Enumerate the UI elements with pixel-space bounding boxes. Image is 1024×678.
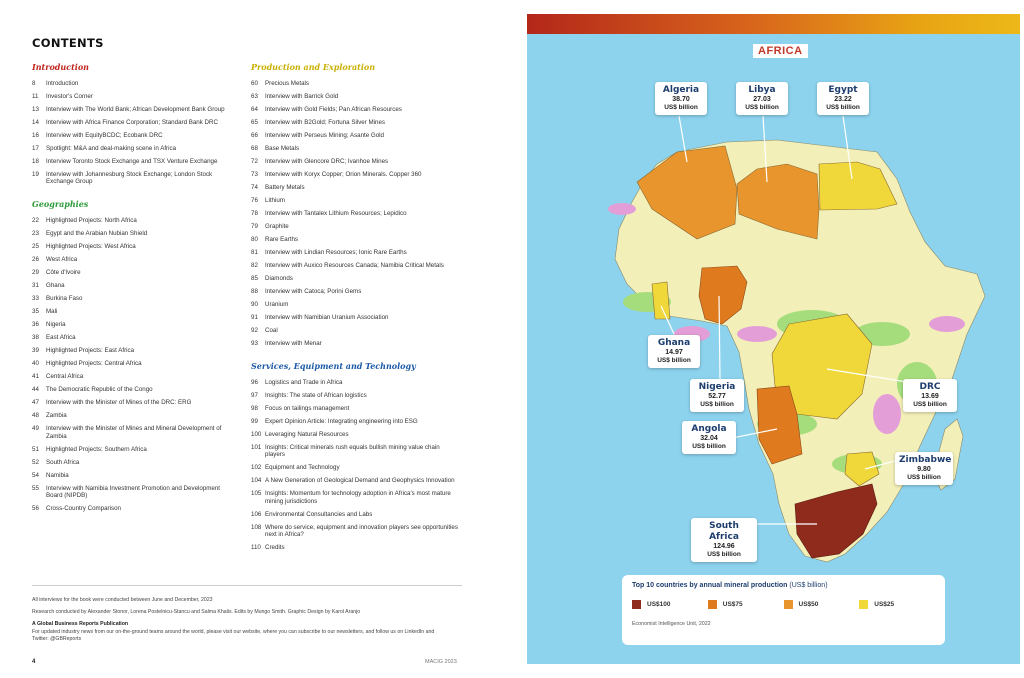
toc-entry-title: Insights: The state of African logistics bbox=[265, 391, 367, 399]
toc-entry bbox=[251, 80, 461, 88]
footer-interviews: All interviews for the book were conducted between June and December, 2023 bbox=[32, 597, 213, 603]
callout-ghana-value: 14.97 bbox=[665, 349, 683, 356]
callout-south-africa-unit: US$ billion bbox=[707, 551, 741, 558]
toc-entry bbox=[251, 511, 461, 519]
toc-entry-page: 41 bbox=[32, 373, 39, 381]
toc-entry-page: 23 bbox=[32, 230, 39, 238]
toc-entry-title: Interview with the Minister of Mines of the DRC: ERG bbox=[46, 399, 192, 407]
callout-drc bbox=[903, 379, 957, 412]
toc-entry-title: Highlighted Projects: North Africa bbox=[46, 217, 137, 225]
toc-entry-page: 85 bbox=[251, 274, 258, 282]
legend-swatch-50 bbox=[784, 600, 793, 609]
toc-entry-page: 100 bbox=[251, 430, 262, 438]
toc-entry-title: Expert Opinion Article: Integrating engineering into ESG bbox=[265, 417, 418, 425]
legend-item-25 bbox=[859, 600, 935, 609]
toc-entry-title: Logistics and Trade in Africa bbox=[265, 378, 343, 386]
toc-entry-title: Egypt and the Arabian Nubian Shield bbox=[46, 230, 148, 238]
legend-label-25: US$25 bbox=[874, 601, 895, 608]
callout-egypt-value: 23.22 bbox=[834, 96, 852, 103]
toc-entry-title: Insights: Critical minerals rush equals bullish mining value chain players bbox=[265, 443, 440, 459]
toc-entry-page: 56 bbox=[32, 505, 39, 513]
toc-entry-title: East Africa bbox=[46, 334, 76, 342]
toc-entry-page: 91 bbox=[251, 313, 258, 321]
toc-entry-page: 108 bbox=[251, 523, 262, 531]
toc-entry bbox=[32, 321, 237, 329]
toc-entry-page: 78 bbox=[251, 209, 258, 217]
callout-ghana-name: Ghana bbox=[657, 338, 691, 348]
toc-entry-page: 72 bbox=[251, 157, 258, 165]
toc-entry-page: 81 bbox=[251, 248, 258, 256]
toc-entry-title: Introduction bbox=[46, 80, 79, 87]
toc-entry bbox=[32, 217, 237, 225]
toc-entry-title: Equipment and Technology bbox=[265, 464, 340, 472]
toc-entry-page: 16 bbox=[32, 131, 39, 139]
toc-entry-page: 44 bbox=[32, 386, 39, 394]
production-list bbox=[251, 80, 461, 347]
toc-entry bbox=[251, 477, 461, 485]
toc-entry bbox=[251, 340, 461, 348]
toc-entry-title: Diamonds bbox=[265, 274, 293, 282]
toc-entry-title: Ghana bbox=[46, 282, 65, 290]
toc-entry-page: 97 bbox=[251, 391, 258, 399]
legend-swatch-75 bbox=[708, 600, 717, 609]
toc-entry bbox=[32, 80, 237, 88]
callout-drc-value: 13.69 bbox=[921, 393, 939, 400]
toc-entry bbox=[32, 145, 237, 153]
toc-entry-page: 64 bbox=[251, 105, 258, 113]
callout-south-africa bbox=[691, 518, 757, 562]
toc-entry-page: 39 bbox=[32, 347, 39, 355]
toc-entry bbox=[251, 301, 461, 309]
toc-entry-title: Interview with Namibian Uranium Association bbox=[265, 313, 389, 321]
toc-entry-page: 49 bbox=[32, 425, 39, 433]
toc-entry-page: 60 bbox=[251, 80, 258, 87]
toc-entry bbox=[251, 249, 461, 257]
toc-entry bbox=[32, 425, 237, 440]
toc-entry-page: 52 bbox=[32, 458, 39, 466]
toc-entry bbox=[32, 119, 237, 127]
gradient-banner bbox=[527, 14, 1020, 34]
callout-libya bbox=[736, 82, 788, 115]
toc-entry-title: Highlighted Projects: Southern Africa bbox=[46, 445, 147, 453]
toc-entry bbox=[251, 106, 461, 114]
toc-entry-title: Interview with Glencore DRC; Ivanhoe Mines bbox=[265, 157, 389, 165]
toc-entry-title: Rare Earths bbox=[265, 235, 299, 243]
toc-entry bbox=[251, 288, 461, 296]
toc-entry bbox=[32, 472, 237, 480]
toc-entry-page: 105 bbox=[251, 490, 262, 498]
toc-entry-page: 25 bbox=[32, 243, 39, 251]
toc-entry-title: Interview with Menar bbox=[265, 339, 322, 347]
callout-zimbabwe bbox=[895, 452, 953, 485]
toc-entry-page: 18 bbox=[32, 157, 39, 165]
toc-entry-page: 33 bbox=[32, 295, 39, 303]
toc-entry-title: Base Metals bbox=[265, 144, 300, 152]
toc-entry-page: 31 bbox=[32, 282, 39, 290]
toc-entry bbox=[32, 158, 237, 166]
legend-unit: (US$ billion) bbox=[789, 582, 828, 589]
toc-entry bbox=[251, 379, 461, 387]
toc-entry bbox=[32, 256, 237, 264]
toc-entry-title: Interview with Barrick Gold bbox=[265, 92, 339, 100]
toc-entry-page: 76 bbox=[251, 196, 258, 204]
legend-swatch-25 bbox=[859, 600, 868, 609]
toc-entry-title: Battery Metals bbox=[265, 183, 305, 191]
toc-entry-title: Coal bbox=[265, 326, 278, 334]
legend-item-75 bbox=[708, 600, 784, 609]
legend-label-75: US$75 bbox=[722, 601, 743, 608]
toc-entry bbox=[251, 524, 461, 539]
toc-entry-page: 8 bbox=[32, 80, 36, 87]
toc-entry bbox=[251, 444, 461, 459]
toc-entry-page: 88 bbox=[251, 287, 258, 295]
callout-nigeria-value: 52.77 bbox=[708, 393, 726, 400]
toc-entry-title: Zambia bbox=[46, 412, 67, 420]
toc-entry bbox=[251, 392, 461, 400]
callout-algeria-value: 38.70 bbox=[672, 96, 690, 103]
toc-entry-page: 101 bbox=[251, 443, 262, 451]
contents-column-2 bbox=[251, 62, 461, 557]
callout-ghana-unit: US$ billion bbox=[657, 357, 691, 364]
country-ghana bbox=[652, 282, 670, 319]
toc-entry-title: Mali bbox=[46, 308, 58, 316]
toc-entry-title: Interview with The World Bank; African Development Bank Group bbox=[46, 105, 225, 113]
toc-entry-title: Highlighted Projects: East Africa bbox=[46, 347, 135, 355]
toc-entry-title: Highlighted Projects: West Africa bbox=[46, 243, 136, 251]
toc-entry-page: 26 bbox=[32, 256, 39, 264]
toc-entry-title: Interview with Auxico Resources Canada; Namibia Critical Metals bbox=[265, 261, 444, 269]
callout-zimbabwe-unit: US$ billion bbox=[907, 474, 941, 481]
toc-entry-title: Interview with Gold Fields; Pan African Resources bbox=[265, 105, 402, 113]
legend-label-100: US$100 bbox=[647, 601, 671, 608]
callout-egypt-unit: US$ billion bbox=[826, 104, 860, 111]
toc-entry-title: Uranium bbox=[265, 300, 289, 308]
section-title-production: Production and Exploration bbox=[251, 62, 376, 72]
toc-entry-title: Cross-Country Comparison bbox=[46, 505, 121, 513]
legend-items bbox=[632, 600, 935, 609]
toc-entry bbox=[251, 262, 461, 270]
toc-entry-page: 38 bbox=[32, 334, 39, 342]
callout-angola-value: 32.04 bbox=[700, 435, 718, 442]
toc-entry-title: Where do service, equipment and innovation players see opportunities next in Africa? bbox=[265, 523, 458, 539]
toc-entry-title: Lithium bbox=[265, 196, 285, 204]
callout-angola-name: Angola bbox=[691, 424, 727, 434]
section-title-geographies: Geographies bbox=[32, 199, 89, 210]
callout-egypt bbox=[817, 82, 869, 115]
toc-entry bbox=[251, 158, 461, 166]
toc-entry-title: Nigeria bbox=[46, 321, 66, 329]
toc-entry-page: 13 bbox=[32, 105, 39, 113]
toc-entry bbox=[251, 132, 461, 140]
toc-entry bbox=[251, 197, 461, 205]
legend-swatch-100 bbox=[632, 600, 641, 609]
toc-entry bbox=[32, 243, 237, 251]
toc-entry-title: Namibia bbox=[46, 471, 69, 479]
toc-entry-page: 99 bbox=[251, 417, 258, 425]
toc-entry-title: Burkina Faso bbox=[46, 295, 83, 303]
toc-entry bbox=[32, 399, 237, 407]
callout-egypt-name: Egypt bbox=[828, 85, 858, 95]
toc-entry-title: Investor's Corner bbox=[46, 92, 93, 100]
toc-entry-page: 104 bbox=[251, 477, 262, 485]
services-list bbox=[251, 379, 461, 552]
toc-entry bbox=[251, 490, 461, 505]
toc-entry bbox=[251, 210, 461, 218]
toc-entry-title: Precious Metals bbox=[265, 80, 310, 87]
toc-entry-title: Interview with Catoca; Porini Gems bbox=[265, 287, 362, 295]
toc-entry-page: 17 bbox=[32, 144, 39, 152]
callout-drc-unit: US$ billion bbox=[913, 401, 947, 408]
toc-entry-page: 22 bbox=[32, 217, 39, 225]
toc-entry-title: Interview with Johannesburg Stock Exchange; London Stock Exchange Group bbox=[46, 170, 213, 186]
toc-entry-title: Côte d'Ivoire bbox=[46, 269, 81, 277]
toc-entry bbox=[251, 314, 461, 322]
toc-entry-page: 73 bbox=[251, 170, 258, 178]
toc-entry-page: 19 bbox=[32, 170, 39, 178]
toc-entry-page: 29 bbox=[32, 269, 39, 277]
toc-entry-title: A New Generation of Geological Demand and Geophysics Innovation bbox=[265, 477, 455, 485]
toc-entry bbox=[251, 464, 461, 472]
callout-angola bbox=[682, 421, 736, 454]
toc-entry-title: Interview with Africa Finance Corporation; Standard Bank DRC bbox=[46, 118, 218, 126]
toc-entry bbox=[32, 106, 237, 114]
toc-entry-page: 98 bbox=[251, 404, 258, 412]
callout-zimbabwe-value: 9.80 bbox=[917, 466, 931, 473]
toc-entry-page: 40 bbox=[32, 360, 39, 368]
legend-source: Economist Intelligence Unit, 2022 bbox=[632, 621, 711, 627]
callout-algeria-name: Algeria bbox=[662, 85, 700, 95]
toc-entry-page: 96 bbox=[251, 378, 258, 386]
toc-entry bbox=[32, 386, 237, 394]
toc-entry bbox=[32, 282, 237, 290]
toc-entry-page: 106 bbox=[251, 510, 262, 518]
toc-entry-page: 110 bbox=[251, 544, 261, 552]
toc-entry-page: 55 bbox=[32, 484, 39, 492]
footer-divider bbox=[32, 585, 462, 586]
toc-entry-title: Interview with B2Gold; Fortuna Silver Mines bbox=[265, 118, 386, 126]
toc-entry-title: Interview with Koryx Copper; Orion Minerals. Copper 360 bbox=[265, 170, 422, 178]
callout-south-africa-value: 124.96 bbox=[713, 543, 735, 550]
legend-title bbox=[632, 582, 935, 589]
toc-entry-page: 63 bbox=[251, 92, 258, 100]
toc-entry bbox=[32, 93, 237, 101]
toc-entry bbox=[32, 373, 237, 381]
map-title: AFRICA bbox=[753, 44, 808, 58]
toc-entry bbox=[32, 171, 237, 186]
toc-entry-title: Interview with the Minister of Mines and Mineral Development of Zambia bbox=[46, 425, 222, 440]
africa-map-svg bbox=[527, 34, 1020, 664]
toc-entry-page: 35 bbox=[32, 308, 39, 316]
toc-entry-page: 14 bbox=[32, 118, 39, 126]
toc-entry bbox=[32, 446, 237, 454]
toc-entry-page: 68 bbox=[251, 144, 258, 152]
toc-entry bbox=[251, 171, 461, 179]
toc-entry-title: Credits bbox=[265, 544, 285, 552]
toc-entry bbox=[32, 295, 237, 303]
section-title-introduction: Introduction bbox=[32, 62, 89, 72]
toc-entry-title: Interview with Namibia Investment Promotion and Development Board (NIPDB) bbox=[46, 484, 221, 500]
toc-entry-title: Spotlight: M&A and deal-making scene in Africa bbox=[46, 144, 177, 152]
page-number: 4 bbox=[32, 659, 36, 665]
toc-entry bbox=[32, 459, 237, 467]
footer-news: For updated industry news from our on-the-ground teams around the world, please visit our website, where you can subscribe to our newsletters, and follow us on LinkedIn and Twitter: @GBReports bbox=[32, 629, 435, 642]
callout-south-africa-name: South Africa bbox=[709, 521, 739, 542]
toc-entry-page: 74 bbox=[251, 183, 258, 191]
toc-entry-page: 79 bbox=[251, 222, 258, 230]
toc-entry bbox=[251, 223, 461, 231]
toc-entry-title: Interview with Lindian Resources; Ionic Rare Earths bbox=[265, 248, 407, 256]
toc-entry-title: Interview with Perseus Mining; Asante Gold bbox=[265, 131, 384, 139]
legend-title-text: Top 10 countries by annual mineral production bbox=[632, 582, 788, 589]
toc-entry bbox=[32, 360, 237, 368]
toc-entry-title: Leveraging Natural Resources bbox=[265, 430, 349, 438]
callout-algeria bbox=[655, 82, 707, 115]
section-title-services: Services, Equipment and Technology bbox=[251, 360, 416, 371]
callout-ghana bbox=[648, 335, 700, 368]
callout-libya-value: 27.03 bbox=[753, 96, 771, 103]
toc-entry-title: Environmental Consultancies and Labs bbox=[265, 510, 373, 518]
toc-entry-page: 36 bbox=[32, 321, 39, 329]
callout-nigeria-name: Nigeria bbox=[698, 382, 736, 392]
callout-zimbabwe-name: Zimbabwe bbox=[899, 455, 952, 465]
toc-entry bbox=[32, 485, 237, 500]
contents-title: CONTENTS bbox=[32, 36, 104, 50]
callout-angola-unit: US$ billion bbox=[692, 443, 726, 450]
geographies-list bbox=[32, 217, 237, 512]
legend-item-100 bbox=[632, 600, 708, 609]
toc-entry-title: Focus on tailings management bbox=[265, 404, 350, 412]
toc-entry-title: Interview with Tantalex Lithium Resources; Lepidico bbox=[265, 209, 407, 217]
toc-entry bbox=[251, 236, 461, 244]
toc-entry-title: The Democratic Republic of the Congo bbox=[46, 386, 153, 394]
toc-entry-title: Interview Toronto Stock Exchange and TSX Venture Exchange bbox=[46, 157, 218, 165]
toc-entry-page: 102 bbox=[251, 464, 262, 472]
toc-entry-page: 92 bbox=[251, 326, 258, 334]
toc-entry bbox=[251, 431, 461, 439]
toc-entry-page: 66 bbox=[251, 131, 258, 139]
toc-entry-title: Interview with EquityBCDC; Ecobank DRC bbox=[46, 131, 163, 139]
contents-column-1 bbox=[32, 62, 237, 518]
toc-entry-page: 93 bbox=[251, 339, 258, 347]
publication-name: MACIG 2023 bbox=[425, 659, 457, 665]
toc-entry-page: 82 bbox=[251, 261, 258, 269]
toc-entry-title: Insights: Momentum for technology adoption in Africa's most mature mining jurisdictions bbox=[265, 490, 451, 505]
footer-publisher: A Global Business Reports Publication bbox=[32, 621, 129, 627]
introduction-list bbox=[32, 80, 237, 186]
toc-entry bbox=[32, 269, 237, 277]
toc-entry bbox=[32, 412, 237, 420]
map-legend bbox=[622, 575, 945, 645]
map-page bbox=[512, 0, 1024, 678]
toc-entry-title: Central Africa bbox=[46, 373, 84, 381]
toc-entry-title: West Africa bbox=[46, 256, 78, 264]
toc-entry bbox=[251, 119, 461, 127]
legend-item-50 bbox=[784, 600, 860, 609]
toc-entry-title: Graphite bbox=[265, 222, 289, 230]
toc-entry bbox=[251, 327, 461, 335]
africa-map bbox=[527, 34, 1020, 664]
toc-entry-page: 51 bbox=[32, 445, 39, 453]
toc-entry bbox=[251, 145, 461, 153]
toc-entry-page: 90 bbox=[251, 300, 258, 308]
callout-libya-unit: US$ billion bbox=[745, 104, 779, 111]
callout-nigeria bbox=[690, 379, 744, 412]
toc-entry-page: 80 bbox=[251, 235, 258, 243]
callout-nigeria-unit: US$ billion bbox=[700, 401, 734, 408]
callout-drc-name: DRC bbox=[919, 382, 941, 392]
toc-entry-page: 48 bbox=[32, 412, 39, 420]
toc-entry-page: 65 bbox=[251, 118, 258, 126]
toc-entry bbox=[251, 93, 461, 101]
legend-label-50: US$50 bbox=[798, 601, 819, 608]
toc-entry-title: Highlighted Projects: Central Africa bbox=[46, 360, 142, 368]
toc-entry bbox=[32, 308, 237, 316]
toc-entry bbox=[32, 132, 237, 140]
toc-entry-title: South Africa bbox=[46, 458, 80, 466]
callout-libya-name: Libya bbox=[748, 85, 776, 95]
toc-entry bbox=[251, 418, 461, 426]
toc-entry bbox=[251, 184, 461, 192]
toc-entry bbox=[251, 544, 461, 552]
toc-entry-page: 11 bbox=[32, 92, 39, 100]
toc-entry bbox=[32, 347, 237, 355]
toc-entry-page: 47 bbox=[32, 399, 39, 407]
toc-entry bbox=[251, 275, 461, 283]
callout-algeria-unit: US$ billion bbox=[664, 104, 698, 111]
toc-entry-page: 54 bbox=[32, 471, 39, 479]
footer-credits: Research conducted by Alexander Stonor, Lorena Postelnicu-Stancu and Salma Khalis. Edits by Mungo Smith. Graphic Design by Karol Aranjo bbox=[32, 609, 361, 615]
toc-entry bbox=[32, 230, 237, 238]
toc-entry bbox=[251, 405, 461, 413]
toc-entry bbox=[32, 505, 237, 513]
toc-entry bbox=[32, 334, 237, 342]
